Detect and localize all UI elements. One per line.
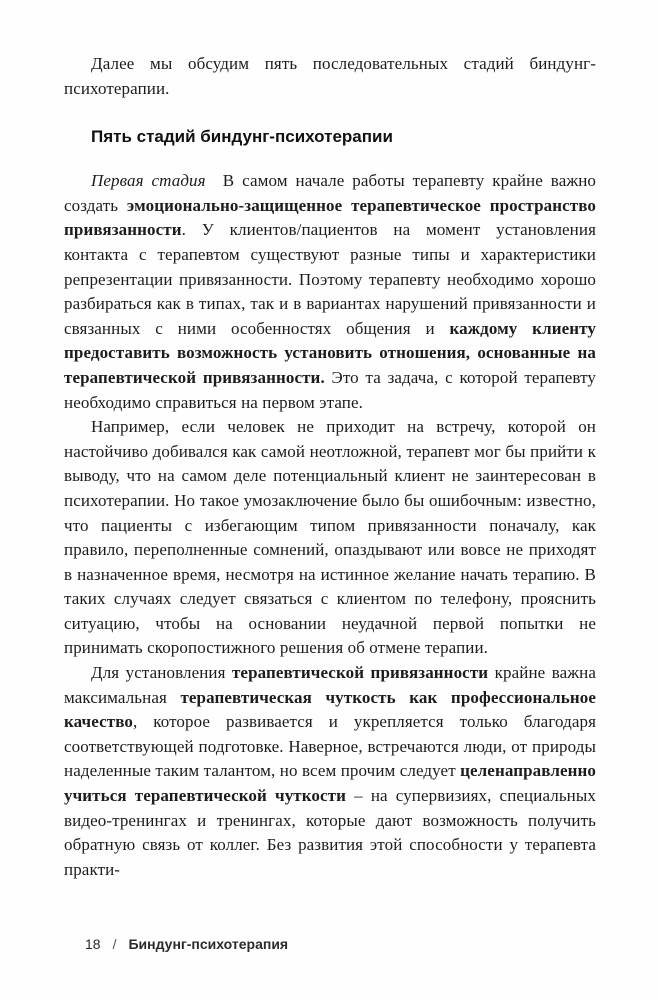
intro-paragraph: Далее мы обсудим пять последовательных стадий биндунг-психотерапии.	[64, 54, 596, 98]
paragraph-first-stage: Первая стадия В самом начале работы терапевту крайне важно создать эмоционально-защищенное терапевтическое пространство привязанности. У клиентов/пациентов на момент установления контакта с терапевтом существуют разные типы и характеристики репрезентации привязанности. Поэтому терапевту необходимо хорошо разбираться как в типах, так и в вариантах нарушений привязанности и связанных с ними особенностях общения и каждому клиенту предоставить возможность установить отношения, основанные на терапевтической привязанности. Это та задача, с которой терапевту необходимо справиться на первом этапе.	[64, 171, 597, 412]
page-number: 18	[85, 936, 101, 952]
footer-separator: /	[112, 936, 117, 952]
footer-book-title: Биндунг-психотерапия	[128, 936, 289, 952]
page-footer	[85, 936, 288, 952]
paragraph-therapeutic-sensitivity: Для установления терапевтической привязанности крайне важна максимальная терапевтическая чуткость как профессиональное качество, которое развивается и укрепляется только благодаря соответствующей подготовке. Наверное, встречаются люди, от природы наделенные таким талантом, но всем прочим следует целенаправленно учиться терапевтической чуткости – на супервизиях, специальных видео-тренингах и тренингах, которые дают возможность получить обратную связь от коллег. Без развития этой способности у терапевта практи-	[64, 663, 596, 879]
section-heading: Пять стадий биндунг-психотерапии	[91, 127, 393, 147]
paragraph-example-case: Например, если человек не приходит на встречу, которой он настойчиво добивался как самой неотложной, терапевт мог бы прийти к выводу, что на самом деле потенциальный клиент не заинтересован в психотерапии. Но такое умозаключение было бы ошибочным: известно, что пациенты с избегающим типом привязанности поначалу, как правило, переполненные сомнений, опаздывают или вовсе не приходят в назначенное время, несмотря на истинное желание начать терапию. В таких случаях следует связаться с клиентом по телефону, прояснить ситуацию, чтобы на основании неудачной первой попытки не принимать скоропостижного решения об отмене терапии.	[64, 417, 596, 658]
